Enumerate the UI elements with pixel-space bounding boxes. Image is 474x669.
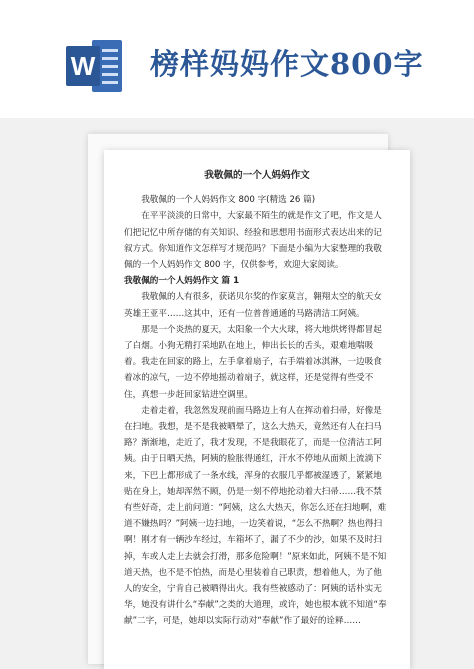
document-heading: 我敬佩的一个人妈妈作文 [204,170,310,181]
document-page [104,150,410,669]
paragraph: 那是一个炎热的夏天，太阳象一个大火球，将大地烘烤得都冒起了白烟。小狗无精打采地趴在地上，伸出长长的舌头，艰难地喘吸着。我走在回家的路上，左手拿着扇子，右手端着冰淇淋，一边吸食着冰的凉气，一边不停地摇动着扇子，就这样，还是觉得有些受不住，真想一步赶回家钻进空调里。 [124,324,382,400]
header-banner [0,0,474,118]
paragraph: 走着走着，我忽然发现前面马路边上有人在挥动着扫帚，好像是在扫地。我想，是不是我被晒晕了，这么大热天，竟然还有人在扫马路？渐渐地，走近了，我才发现，不是我眼花了，而是一位清洁工阿姨。由于日晒天热，阿姨的脸胀得通红，汗水不停地从面颊上流淌下来，下巴上都形成了一条水线，浑身的衣服几乎都被湿透了，紧紧地贴在身上，她却浑然不顾，仍是一刻不停地抡动着大扫帚……我不禁有些好奇，走上前问道：“阿姨，这么大热天，你怎么还在扫地啊，难道不嫌热吗？”阿姨一边扫地，一边笑着说，“怎么不热啊？热也得扫啊！刚才有一辆沙车经过，车箱坏了，漏了不少的沙，如果不及时扫掉，车或人走上去就会打滑，那多危险啊！”原来如此，阿姨不是不知道天热，也不是不怕热，而是心里装着自己职责，想着他人，为了他人的安全，宁肯自己被晒得出火。我有些被感动了：阿姨的话朴实无华，她没有讲什么“奉献”之类的大道理，或许，她也根本就不知道“奉献”二字，可是，她却以实际行动对“奉献”作了最好的诠释…… [124,405,387,627]
word-icon-letter: W [66,46,100,86]
section-title: 我敬佩的一个人妈妈作文 篇 1 [124,276,240,287]
page-title: 榜样妈妈作文800字 [150,47,424,81]
document-content [124,168,390,630]
document-subtitle: 我敬佩的一个人妈妈作文 800 字(精选 26 篇) [141,195,316,206]
document-intro: 在平平淡淡的日常中，大家最不陌生的就是作文了吧，作文是人们把记忆中所存储的有关知识、经验和思想用书面形式表达出来的记叙方式。你知道作文怎样写才规范吗？下面是小编为大家整理的我敬佩的一个人妈妈作文 800 字，仅供参考，欢迎大家阅读。 [124,211,382,271]
paragraph: 我敬佩的人有很多，获诺贝尔奖的作家莫言，翱翔太空的航天女英雄王亚平……这其中，还有一位普普通通的马路清洁工阿姨。 [124,292,382,319]
word-document-icon [66,40,126,94]
